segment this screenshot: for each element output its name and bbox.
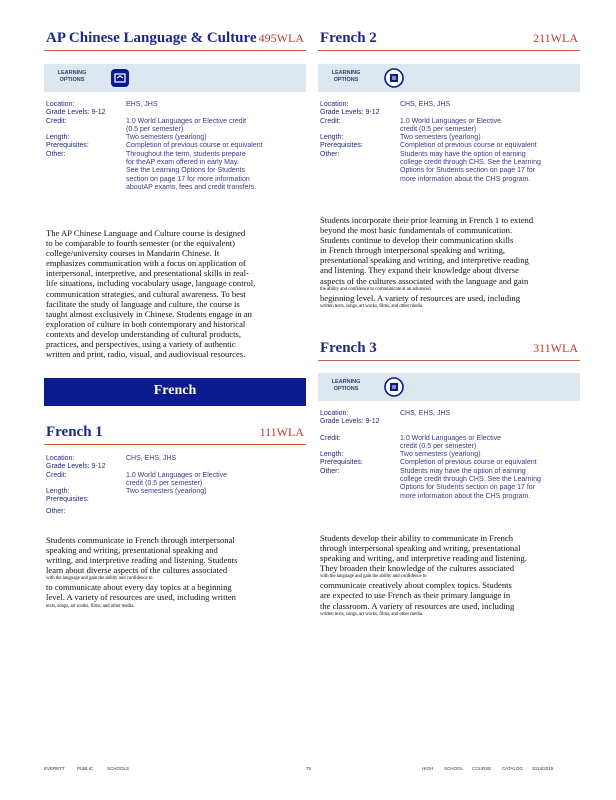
learning-options-bar bbox=[44, 64, 306, 92]
course-header-french-3 bbox=[318, 338, 580, 361]
footer-catalog: COURSE bbox=[472, 766, 492, 771]
course-title: French 2 bbox=[320, 30, 377, 46]
credit-transfer-icon bbox=[110, 68, 130, 88]
learning-options-label: LEARNING OPTIONS bbox=[57, 70, 87, 83]
course-code: 311WLA bbox=[533, 341, 578, 355]
footer-district: EVERETT bbox=[44, 766, 65, 771]
footer-district: SCHOOLS bbox=[107, 766, 130, 771]
college-credit-icon bbox=[384, 377, 404, 397]
page-number: 75 bbox=[306, 766, 312, 771]
footer-district: PUBLIC bbox=[77, 766, 94, 771]
learning-options-bar bbox=[318, 64, 580, 92]
footer-catalog: CATALOG bbox=[502, 766, 523, 771]
course-header-ap-chinese bbox=[44, 28, 306, 51]
learning-options-bar bbox=[318, 373, 580, 401]
course-code: 495WLA bbox=[258, 31, 304, 45]
footer-year: 2014/2015 bbox=[532, 766, 554, 771]
footer-catalog: SCHOOL bbox=[444, 766, 464, 771]
college-credit-icon bbox=[384, 68, 404, 88]
course-info-french-3: Location: CHS, EHS, JHS Grade Levels: 9-12 Credit: 1.0 World Languages or Elective credit (0.5 per semester) Length: Two semesters (yearlong) Prerequisites: Completion of previous course or equivalent Other: Students may have the option of earning college credit through CHS. See the Learning Options for Students section on page 17 for more information about the CHS program. bbox=[320, 410, 541, 500]
learning-options-label: LEARNING OPTIONS bbox=[331, 70, 361, 83]
section-banner-french: French bbox=[44, 378, 306, 406]
course-header-french-1 bbox=[44, 422, 306, 445]
course-header-french-2 bbox=[318, 28, 580, 51]
learning-options-label: LEARNING OPTIONS bbox=[331, 379, 361, 392]
page-footer bbox=[44, 766, 576, 776]
course-title: French 3 bbox=[320, 340, 377, 356]
course-description-french-1: Students communicate in French through interpersonal speaking and writing, presentational speaking and writing, and interpretive reading and listening. Students learn about diverse aspects of the cultures associated with the language and gain the ability and confidence to to communicate about every day topics at a beginning level. A variety of resources are used, including written texts, songs, art works, films, and other media. bbox=[46, 535, 238, 609]
footer-catalog: HIGH bbox=[422, 766, 434, 771]
course-info-ap-chinese: Location: EHS, JHS Grade Levels: 9-12 Credit: 1.0 World Languages or Elective credit (0.5 per semester) Length: Two semesters (yearlong) Prerequisites: Completion of previous course or equivalent Other: Throughout the term, students prepare for theAP exam offered in early May. See the Learning Options for Students section on page 17 for more information aboutAP exams, fees and credit transfers. bbox=[46, 101, 263, 191]
course-info-french-2: Location: CHS, EHS, JHS Grade Levels: 9-12 Credit: 1.0 World Languages or Elective credit (0.5 per semester) Length: Two semesters (yearlong) Prerequisites: Completion of previous course or equivalent Other: Students may have the option of earning college credit through CHS. See the Learning Options for Students section on page 17 for more information about the CHS program. bbox=[320, 101, 541, 183]
course-description-ap-chinese: The AP Chinese Language and Culture course is designed to be comparable to fourth semester (or the equivalent) college/university courses in Mandarin Chinese. It emphasizes communication with a focus on application of interpersonal, interpretive, and presentational skills in real- life situations, including vocabulary usage, language control, communication strategies, and cultural awareness. To best facilitate the study of language and culture, the course is taught almost exclusively in Chinese. Students engage in an exploration of culture in both contemporary and historical contexts and develop understanding of cultural products, practices, and perspectives, using a variety of authentic written and print, radio, visual, and audiovisual resources. bbox=[46, 228, 256, 360]
course-title: French 1 bbox=[46, 424, 103, 440]
course-description-french-3: Students develop their ability to communicate in French through interpersonal speaking and writing, presentational speaking and writing, and interpretive reading and listening. They broaden their knowledge of the cultures associated with the language and gain the ability and confidence to communicate creatively about complex topics. Students are expected to use French as their primary language in the classroom. A variety of resources are used, including written texts, songs, art works, films, and other media. bbox=[320, 533, 527, 617]
course-info-french-1: Location: CHS, EHS, JHS Grade Levels: 9-12 Credit: 1.0 World Languages or Elective credit (0.5 per semester) Length: Two semesters (yearlong) Prerequisites: Other: bbox=[46, 455, 228, 515]
course-code: 211WLA bbox=[533, 31, 578, 45]
course-code: 111WLA bbox=[259, 425, 304, 439]
course-title: AP Chinese Language & Culture bbox=[46, 30, 257, 46]
course-description-french-2: Students incorporate their prior learning in French 1 to extend beyond the most basic fundamentals of communication. Students continue to develop their communication skills in French through interpersonal speaking and writing, presentational speaking and writing, and interpretive reading and listening. They expand their knowledge about diverse aspects of the cultures associated with the language and gain the ability and confidence to communicate at an advanced beginning level. A variety of resources are used, including written texts, songs, art works, films, and other media. bbox=[320, 215, 534, 309]
